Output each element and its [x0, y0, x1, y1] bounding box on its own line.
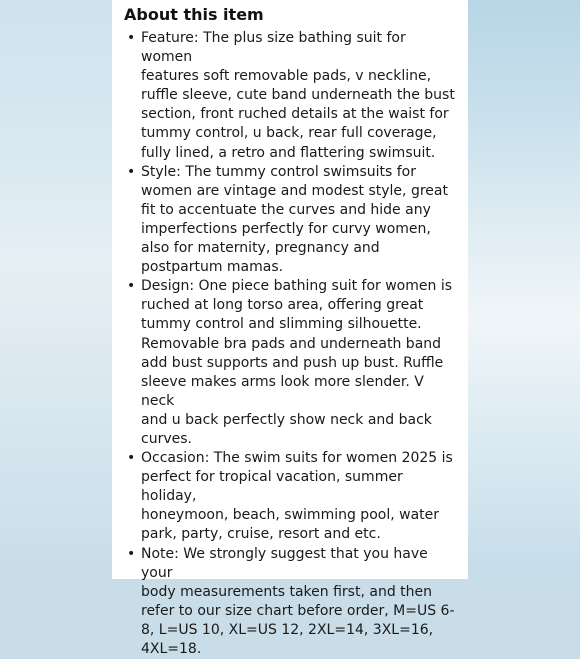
item-line: Occasion: The swim suits for women 2025 is	[141, 450, 453, 467]
list-item-feature	[127, 29, 461, 163]
section-title: About this item	[124, 5, 264, 24]
bullet-icon: •	[127, 545, 136, 562]
item-line: tummy control, u back, rear full coverage,	[141, 125, 437, 142]
item-line: section, front ruched details at the waist for	[141, 106, 449, 123]
item-line: imperfections perfectly for curvy women,	[141, 220, 431, 237]
item-line: Removable bra pads and underneath band	[141, 335, 442, 352]
item-line: features soft removable pads, v neckline,	[141, 68, 432, 85]
bullet-icon: •	[127, 278, 136, 295]
item-line: body measurements taken first, and then	[141, 583, 432, 600]
bullet-icon: •	[127, 30, 136, 46]
background-right	[468, 0, 580, 579]
item-line: ruched at long torso area, offering great	[141, 297, 424, 314]
bullet-icon: •	[127, 450, 136, 467]
feature-list	[112, 29, 461, 659]
item-line: Feature: The plus size bathing suit for women	[141, 30, 406, 66]
item-line: and u back perfectly show neck and back	[141, 411, 432, 428]
item-line: perfect for tropical vacation, summer holiday,	[141, 469, 403, 505]
list-item-style	[127, 163, 461, 278]
item-line: fully lined, a retro and flattering swimsuit.	[141, 144, 436, 161]
item-line: also for maternity, pregnancy and	[141, 240, 380, 257]
item-line: refer to our size chart before order, M=US 6-	[141, 602, 455, 619]
item-line: honeymoon, beach, swimming pool, water	[141, 507, 440, 524]
item-line: women are vintage and modest style, great	[141, 182, 448, 199]
item-line: postpartum mamas.	[141, 259, 284, 276]
item-line: add bust supports and push up bust. Ruffle	[141, 354, 444, 371]
item-line: sleeve makes arms look more slender. V neck	[141, 373, 424, 409]
list-item-occasion	[127, 449, 461, 544]
item-line: 8, L=US 10, XL=US 12, 2XL=14, 3XL=16,	[141, 621, 434, 638]
item-line: tummy control and slimming silhouette.	[141, 316, 422, 333]
list-item-note	[127, 545, 461, 659]
list-item-design	[127, 277, 461, 449]
item-line: Style: The tummy control swimsuits for	[141, 163, 416, 180]
background-left	[0, 0, 112, 579]
item-line: curves.	[141, 430, 192, 447]
bullet-icon: •	[127, 163, 136, 180]
item-line: Design: One piece bathing suit for women is	[141, 278, 453, 295]
item-line: 4XL=18.	[141, 641, 202, 657]
item-line: park, party, cruise, resort and etc.	[141, 526, 381, 543]
item-line: fit to accentuate the curves and hide any	[141, 201, 431, 218]
about-item-panel	[112, 0, 468, 657]
item-line: Note: We strongly suggest that you have your	[141, 545, 428, 581]
item-line: ruffle sleeve, cute band underneath the bust	[141, 87, 455, 104]
